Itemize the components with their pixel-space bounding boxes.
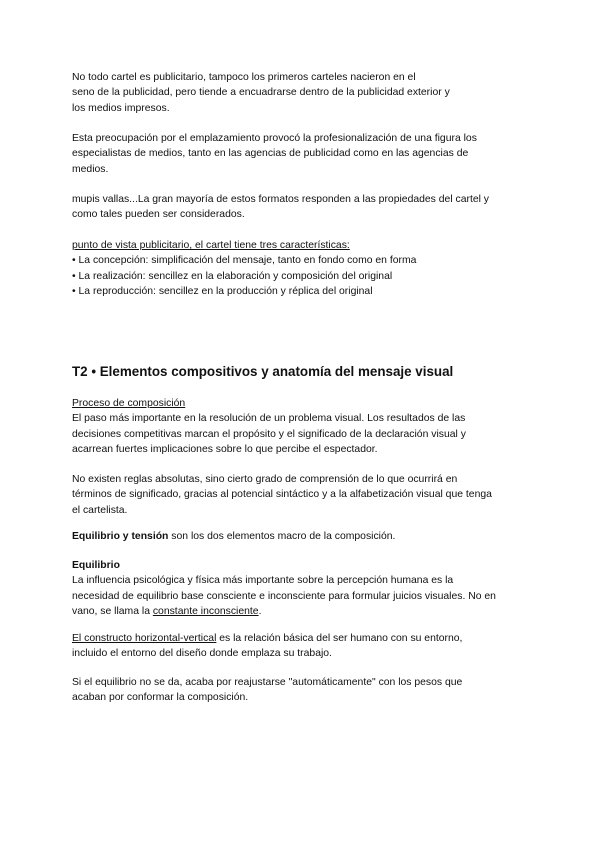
paragraph-reajuste (72, 675, 532, 706)
text-fragment: . (258, 606, 262, 618)
underlined-term: El constructo horizontal-vertical (72, 633, 217, 644)
section-title: T2 • Elementos compositivos y anatomía del mensaje visual (72, 364, 454, 379)
text-line: Si el equilibrio no se da, acaba por reajustarse "automáticamente" con los pesos que (72, 677, 463, 688)
text-line: acaban por conformar la composición. (72, 692, 249, 704)
text-line: especialistas de medios, tanto en las agencias de publicidad como en las agencias de (72, 148, 469, 160)
list-item: • La concepción: simplificación del mensaje, tanto en fondo como en forma (72, 255, 417, 267)
text-line: La influencia psicológica y física más importante sobre la percepción humana es la (72, 575, 454, 587)
text-line: decisiones competitivas marcan el propósito y el significado de la declaración visual y (72, 428, 466, 440)
paragraph-equilibrio-tension (72, 529, 532, 544)
text-line (72, 604, 532, 619)
subheading-equilibrio: Equilibrio (72, 560, 120, 571)
text-line: Esta preocupación por el emplazamiento provocó la profesionalización de una figura los (72, 133, 477, 144)
text-line: seno de la publicidad, pero tiende a encuadrarse dentro de la publicidad exterior y (72, 87, 450, 99)
characteristics-heading: punto de vista publicitario, el cartel tiene tres características: (72, 240, 350, 251)
text-line: como tales pueden ser considerados. (72, 209, 245, 221)
text-line: los medios impresos. (72, 102, 170, 114)
text-fragment: son los dos elementos macro de la composición. (168, 531, 396, 542)
text-fragment: es la relación básica del ser humano con su entorno, (216, 633, 463, 644)
text-line: No existen reglas absolutas, sino cierto grado de comprensión de lo que ocurrirá en (72, 474, 458, 485)
paragraph-reglas (72, 472, 532, 518)
subheading-proceso: Proceso de composición (72, 398, 186, 409)
text-line: El paso más importante en la resolución de un problema visual. Los resultados de las (72, 413, 466, 425)
paragraph-emplazamiento (72, 131, 532, 177)
text-fragment: vano, se llama la (72, 606, 153, 618)
paragraph-constructo (72, 631, 532, 662)
text-line: el cartelista. (72, 504, 128, 516)
text-line (72, 631, 532, 646)
paragraph-cartel-publicitario (72, 70, 532, 116)
text-line (72, 529, 532, 544)
text-line: necesidad de equilibrio base consciente e inconsciente para formular juicios visuales. No en (72, 590, 496, 602)
text-line: mupis vallas...La gran mayoría de estos formatos responden a las propiedades del cartel y (72, 194, 490, 205)
text-line: incluido el entorno del diseño donde emplaza su trabajo. (72, 648, 332, 660)
paragraph-equilibrio (72, 558, 532, 620)
paragraph-mupis-vallas (72, 192, 532, 223)
text-line: acarrean fuertes implicaciones sobre lo que percibe el espectador. (72, 444, 378, 456)
underlined-term: constante inconsciente (152, 606, 259, 618)
paragraph-proceso-composicion (72, 396, 532, 458)
text-line: medios. (72, 163, 109, 175)
text-line: No todo cartel es publicitario, tampoco los primeros carteles nacieron en el (72, 72, 416, 83)
text-line: términos de significado, gracias al potencial sintáctico y a la alfabetización visual que tenga (72, 489, 492, 501)
list-item: • La realización: sencillez en la elaboración y composición del original (72, 270, 393, 282)
list-item: • La reproducción: sencillez en la producción y réplica del original (72, 286, 373, 298)
bold-term: Equilibrio y tensión (72, 531, 169, 542)
characteristics-block (72, 238, 532, 300)
